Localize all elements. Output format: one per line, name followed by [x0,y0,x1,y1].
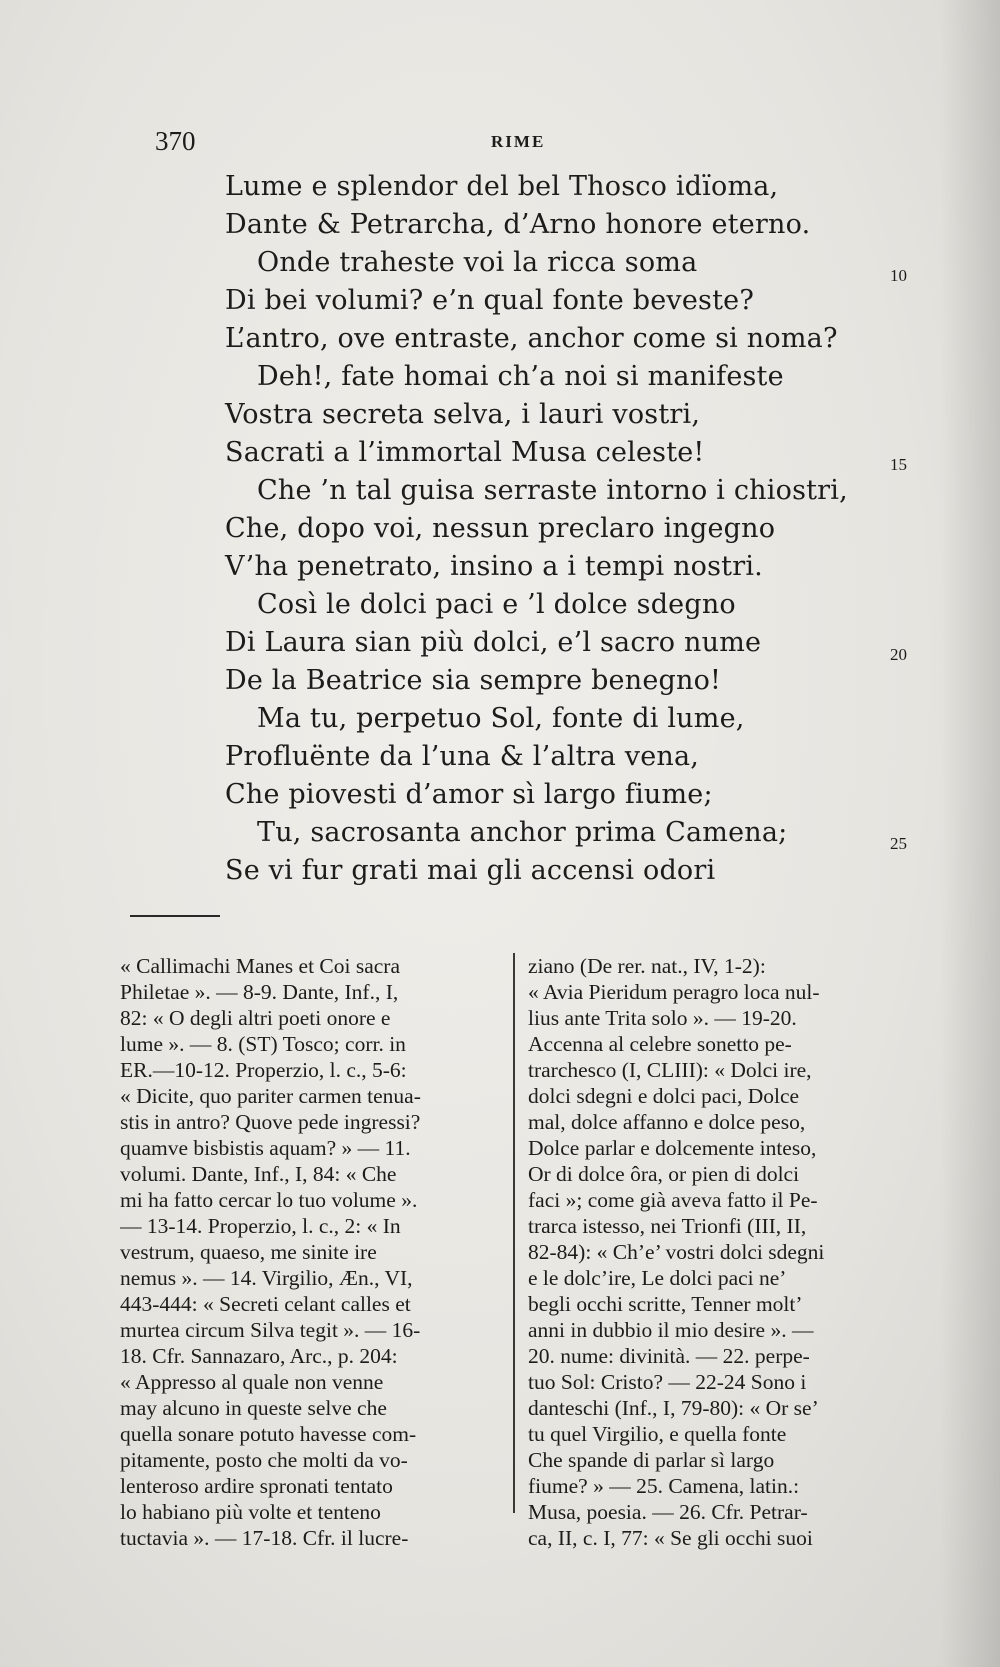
line-number: 15 [890,455,907,474]
note-line: tu quel Virgilio, e quella fonte [528,1422,787,1446]
note-line: 82-84): « Ch’e’ vostri dolci sdegni [528,1240,825,1264]
note-line: mal, dolce affanno e dolce peso, [528,1110,806,1134]
verse-line: Profluënte da l’una & l’altra vena, [225,741,700,772]
note-line: Che spande di parlar sì largo [528,1448,775,1472]
note-line: dolci sdegni e dolci paci, Dolce [528,1084,800,1108]
note-line: quamve bisbistis aquam? » — 11. [120,1136,411,1160]
verse-line: Deh!, fate homai ch’a noi si manifeste [257,361,784,392]
verse-line: Di bei volumi? e’n qual fonte beveste? [225,285,754,316]
note-line: ER.—10-12. Properzio, l. c., 5-6: [120,1058,407,1082]
verse-line: Tu, sacrosanta anchor prima Camena; [257,817,788,848]
note-line: lume ». — 8. (ST) Tosco; corr. in [120,1032,406,1056]
note-line: lius ante Trita solo ». — 19-20. [528,1006,797,1030]
verse-line: Così le dolci paci e ’l dolce sdegno [257,589,736,620]
note-line: ca, II, c. I, 77: « Se gli occhi suoi [528,1526,813,1550]
note-line: lo habiano più volte et tenteno [120,1500,381,1524]
footnote-rule [130,915,220,917]
footnotes-right-column [528,953,906,1551]
note-line: ziano (De rer. nat., IV, 1-2): [528,954,766,978]
verse-line: Se vi fur grati mai gli accensi odori [225,855,716,886]
note-line: « Appresso al quale non venne [120,1370,384,1394]
page-edge-shadow [940,0,1000,1667]
verse-line: Di Laura sian più dolci, e’l sacro nume [225,627,762,658]
note-line: Musa, poesia. — 26. Cfr. Petrar- [528,1500,808,1524]
footnotes-left-column [120,953,498,1551]
verse-line: Dante & Petrarcha, d’Arno honore eterno. [225,209,811,240]
note-line: vestrum, quaeso, me sinite ire [120,1240,377,1264]
note-line: may alcuno in queste selve che [120,1396,387,1420]
note-line: 18. Cfr. Sannazaro, Arc., p. 204: [120,1344,398,1368]
verse-line: Che, dopo voi, nessun preclaro ingegno [225,513,776,544]
note-line: lenteroso ardire spronati tentato [120,1474,393,1498]
page-number: 370 [155,126,196,156]
note-line: Or di dolce ôra, or pien di dolci [528,1162,800,1186]
verse-line: Vostra secreta selva, i lauri vostri, [225,399,701,430]
note-line: pitamente, posto che molti da vo- [120,1448,408,1472]
verse-line: Sacrati a l’immortal Musa celeste! [225,437,705,468]
verse-line: Ma tu, perpetuo Sol, fonte di lume, [257,703,745,734]
note-line: stis in antro? Quove pede ingressi? [120,1110,421,1134]
note-line: murtea circum Silva tegit ». — 16- [120,1318,421,1342]
note-line: 443-444: « Secreti celant calles et [120,1292,411,1316]
line-number: 10 [890,266,907,285]
line-number: 20 [890,645,907,664]
note-line: trarchesco (I, CLIII): « Dolci ire, [528,1058,812,1082]
note-line: anni in dubbio il mio desire ». — [528,1318,814,1342]
line-number: 25 [890,834,907,853]
note-line: 20. nume: divinità. — 22. perpe- [528,1344,810,1368]
note-line: trarca istesso, nei Trionfi (III, II, [528,1214,807,1238]
running-head: RIME [491,132,546,151]
note-line: volumi. Dante, Inf., I, 84: « Che [120,1162,397,1186]
note-line: Accenna al celebre sonetto pe- [528,1032,792,1056]
verse-line: V’ha penetrato, insino a i tempi nostri. [225,551,763,582]
column-divider [513,953,515,1513]
note-line: mi ha fatto cercar lo tuo volume ». [120,1188,418,1212]
note-line: tuctavia ». — 17-18. Cfr. il lucre- [120,1526,409,1550]
verse-line: Che ’n tal guisa serraste intorno i chiostri, [257,475,848,506]
note-line: — 13-14. Properzio, l. c., 2: « In [120,1214,401,1238]
verse-line: Lume e splendor del bel Thosco idïoma, [225,171,779,202]
note-line: fiume? » — 25. Camena, latin.: [528,1474,800,1498]
verse-line: Onde traheste voi la ricca soma [257,247,698,278]
note-line: « Avia Pieridum peragro loca nul- [528,980,820,1004]
note-line: 82: « O degli altri poeti onore e [120,1006,391,1030]
verse-line: De la Beatrice sia sempre benegno! [225,665,722,696]
note-line: « Callimachi Manes et Coi sacra [120,954,401,978]
note-line: Dolce parlar e dolcemente inteso, [528,1136,817,1160]
note-line: begli occhi scritte, Tenner molt’ [528,1292,803,1316]
footnotes [120,953,910,1550]
note-line: quella sonare potuto havesse com- [120,1422,417,1446]
verse-line: L’antro, ove entraste, anchor come si noma? [225,323,838,354]
note-line: nemus ». — 14. Virgilio, Æn., VI, [120,1266,413,1290]
page-header [155,126,855,166]
note-line: tuo Sol: Cristo? — 22-24 Sono i [528,1370,807,1394]
note-line: « Dicite, quo pariter carmen tenua- [120,1084,421,1108]
note-line: e le dolc’ire, Le dolci paci ne’ [528,1266,787,1290]
note-line: danteschi (Inf., I, 79-80): « Or se’ [528,1396,819,1420]
verse-line: Che piovesti d’amor sì largo fiume; [225,779,713,810]
note-line: Philetae ». — 8-9. Dante, Inf., I, [120,980,399,1004]
note-line: faci »; come già aveva fatto il Pe- [528,1188,818,1212]
